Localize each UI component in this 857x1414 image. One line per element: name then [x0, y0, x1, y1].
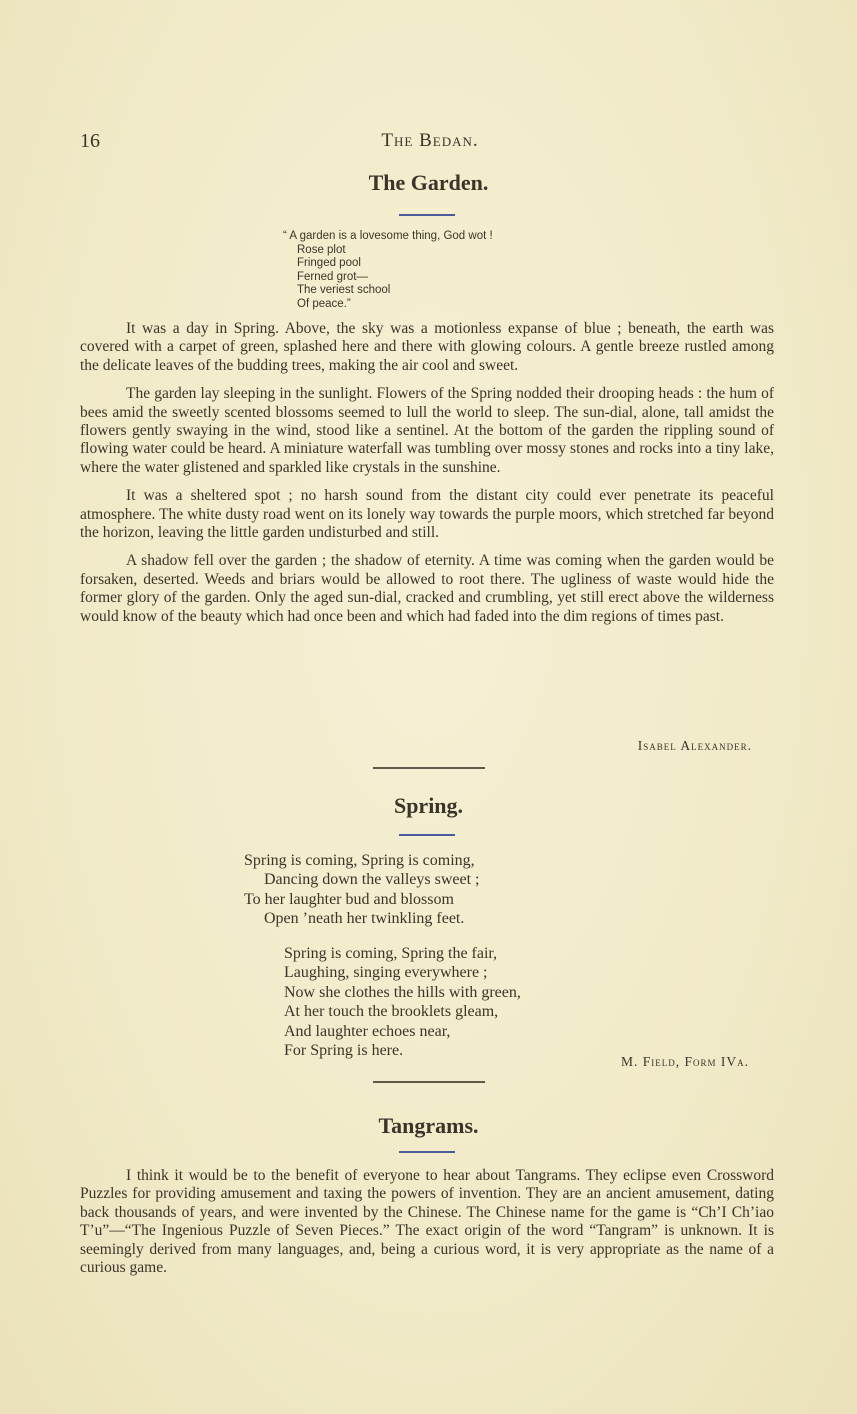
garden-epigraph — [283, 230, 493, 311]
tangrams-paragraph: I think it would be to the benefit of everyone to hear about Tangrams. They eclipse even Crossword Puzzles for providing amusement and taxing the powers of invention. They are an ancient amusement, dating back thousands of years, and were invented by the Chinese. The Chinese name for the game is “Ch’I Ch’iao T’u”—“The Ingenious Puzzle of Seven Pieces.” The exact origin of the word “Tangram” is unknown. It is seemingly derived from many languages, and, being a curious word, it is very appropriate as the name of a curious game. — [80, 1167, 774, 1277]
poem-line: And laughter echoes near, — [284, 1022, 451, 1040]
garden-paragraph: A shadow fell over the garden ; the shadow of eternity. A time was coming when the garden would be forsaken, deserted. Weeds and briars would be allowed to root there. The ugliness of waste would hide the former glory of the garden. Only the aged sun-dial, cracked and crumbling, yet still erect above the wilderness would know of the beauty which had once been and which had faded into the dim regions of times past. — [80, 552, 774, 625]
epigraph-line: “ A garden is a lovesome thing, God wot ! — [283, 230, 493, 242]
garden-text — [80, 320, 774, 636]
poem-line: To her laughter bud and blossom — [244, 890, 454, 908]
spring-stanza-1 — [244, 851, 480, 929]
garden-title: The Garden. — [368, 170, 489, 195]
epigraph-line: Ferned grot— — [297, 270, 368, 283]
spring-title-rule — [399, 834, 455, 836]
poem-line: Spring is coming, Spring is coming, — [244, 852, 475, 869]
section-divider — [373, 767, 485, 769]
spring-stanza-2 — [284, 944, 521, 1060]
garden-paragraph: It was a day in Spring. Above, the sky was a motionless expanse of blue ; beneath, the earth was covered with a carpet of green, splashed here and there with glowing colours. A gentle breeze rustled among the delicate leaves of the budding trees, making the air cool and sweet. — [80, 320, 774, 374]
page-number: 16 — [80, 130, 100, 152]
epigraph-line: The veriest school — [297, 284, 391, 296]
garden-paragraph: The garden lay sleeping in the sunlight. Flowers of the Spring nodded their drooping heads : the hum of bees amid the sweetly scented blossoms seemed to lull the world to sleep. The sun-dial, alone, tall amidst the flowers gently swaying in the wind, stood like a sentinel. At the bottom of the garden the rippling sound of flowing water could be heard. A miniature waterfall was tumbling over mossy stones and rocks into a tiny lake, where the water glistened and sparkled like crystals in the sunshine. — [80, 385, 774, 476]
spring-author: M. Field, Form IVa. — [620, 1054, 749, 1069]
poem-line: Dancing down the valleys sweet ; — [264, 871, 480, 889]
tangrams-title-rule — [399, 1151, 455, 1153]
poem-line: Now she clothes the hills with green, — [284, 983, 521, 1001]
tangrams-text — [80, 1167, 774, 1287]
poem-line: For Spring is here. — [284, 1042, 404, 1060]
poem-line: Laughing, singing everywhere ; — [284, 964, 488, 982]
running-head: The Bedan. — [381, 130, 479, 151]
epigraph-line: Fringed pool — [297, 257, 361, 269]
spring-title: Spring. — [393, 793, 464, 818]
epigraph-line: Of peace.” — [297, 297, 351, 310]
poem-line: Spring is coming, Spring the fair, — [284, 945, 498, 962]
section-divider — [373, 1081, 485, 1083]
poem-line: At her touch the brooklets gleam, — [284, 1003, 499, 1021]
poem-line: Open ’neath her twinkling feet. — [264, 910, 465, 928]
garden-author: Isabel Alexander. — [637, 738, 752, 753]
garden-paragraph: It was a sheltered spot ; no harsh sound from the distant city could ever penetrate its peaceful atmosphere. The white dusty road went on its lonely way towards the purple moors, which stretched far beyond the horizon, leaving the little garden undisturbed and still. — [80, 487, 774, 542]
tangrams-title: Tangrams. — [378, 1113, 479, 1138]
epigraph-line: Rose plot — [297, 243, 346, 256]
page-header — [80, 130, 780, 160]
garden-title-rule — [399, 214, 455, 216]
